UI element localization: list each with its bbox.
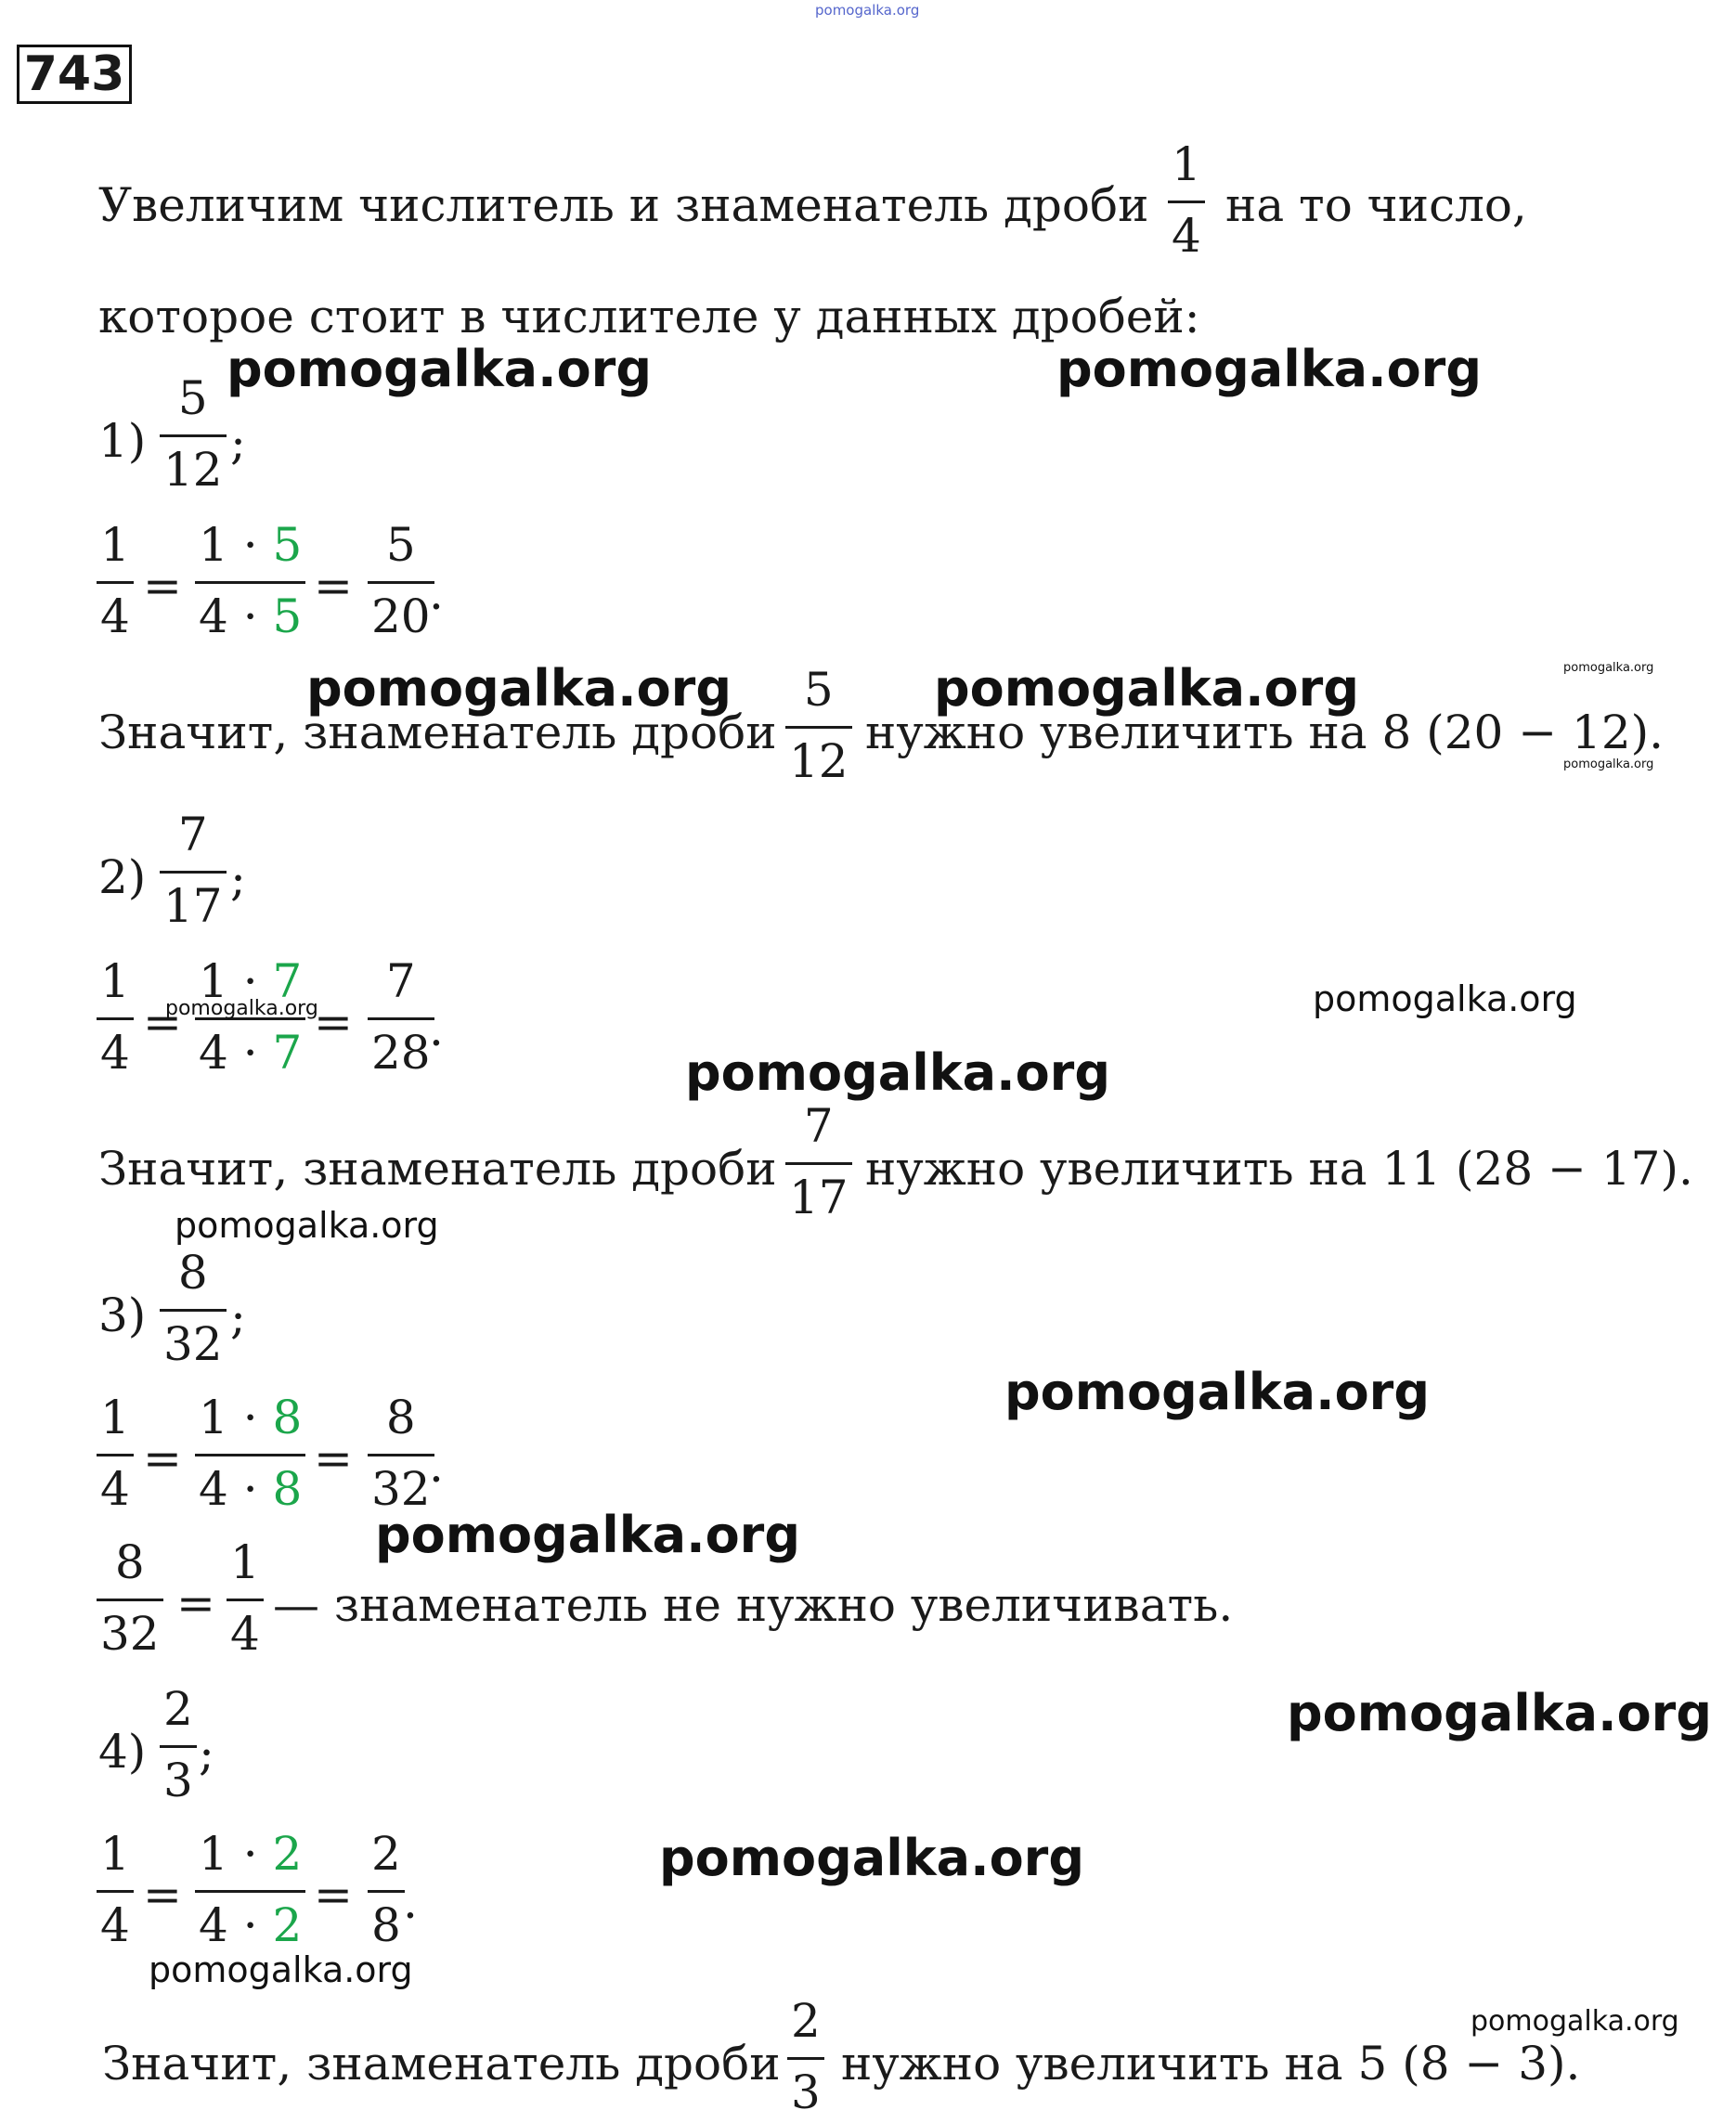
item4-start-fraction: 1 4 [97,1831,134,1948]
item1-label: 1) [98,414,147,468]
item4-label: 4) [98,1725,147,1779]
item1-period: . [429,566,444,620]
item4-result-fraction: 2 8 [368,1831,405,1948]
item2-eq1: = [143,995,182,1049]
item1-conclusion-fraction: 5 12 [785,667,852,784]
item2-label: 2) [98,850,147,904]
item3-result-fraction: 8 32 [368,1394,434,1512]
item3-eq2: = [314,1431,353,1485]
watermark: pomogalka.org [149,1949,413,1990]
item3-note-fraction-left: 8 32 [97,1539,163,1657]
item2-start-fraction: 1 4 [97,958,134,1076]
intro-line2: которое стоит в числителе у данных дробей: [98,290,1200,343]
item4-conclusion-b: нужно увеличить на 5 (8 − 3). [841,2037,1581,2091]
watermark: pomogalka.org [165,997,318,1020]
watermark: pomogalka.org [227,340,652,398]
item1-given-fraction: 5 12 [160,375,227,493]
item4-conclusion-a: Значит, знаменатель дроби [102,2037,781,2091]
item1-conclusion-a: Значит, знаменатель дроби [98,706,777,759]
item1-start-fraction: 1 4 [97,522,134,640]
item1-mult-fraction: 1 · 5 4 · 5 [195,522,305,640]
item3-eq1: = [143,1431,182,1485]
watermark: pomogalka.org [175,1205,439,1246]
watermark: pomogalka.org [1563,661,1654,675]
item2-mult-fraction: 1 · 7 4 · 7 [195,958,305,1076]
fraction-numerator: 1 [1172,137,1201,191]
item2-conclusion-a: Значит, знаменатель дроби [98,1142,777,1196]
item2-eq2: = [314,995,353,1049]
watermark: pomogalka.org [1287,1684,1712,1742]
item2-period: . [429,1003,444,1056]
watermark: pomogalka.org [934,659,1359,718]
item2-conclusion-b: нужно увеличить на 11 (28 − 17). [865,1142,1693,1196]
problem-number: 743 [17,45,132,104]
item3-given-fraction: 8 32 [160,1249,227,1367]
watermark: pomogalka.org [1470,2005,1679,2038]
site-watermark-top: pomogalka.org [815,2,920,19]
item2-result-fraction: 7 28 [368,958,434,1076]
item4-mult-fraction: 1 · 2 4 · 2 [195,1831,305,1948]
watermark: pomogalka.org [659,1829,1084,1887]
item1-result-fraction: 5 20 [368,522,434,640]
item4-period: . [403,1875,418,1929]
item4-conclusion-fraction: 2 3 [787,1998,824,2116]
item3-start-fraction: 1 4 [97,1394,134,1512]
intro-line1-b: на то число, [1225,178,1527,232]
item1-semicolon: ; [230,416,246,470]
item4-given-fraction: 2 3 [160,1686,197,1804]
watermark: pomogalka.org [1004,1363,1430,1421]
item2-given-fraction: 7 17 [160,811,227,929]
watermark: pomogalka.org [1056,340,1482,398]
watermark: pomogalka.org [685,1043,1110,1102]
item3-mult-fraction: 1 · 8 4 · 8 [195,1394,305,1512]
fraction-denominator: 4 [1172,209,1201,263]
watermark: pomogalka.org [306,659,732,718]
item4-eq2: = [314,1868,353,1922]
item2-semicolon: ; [230,852,246,906]
item3-semicolon: ; [230,1290,246,1344]
item4-eq1: = [143,1868,182,1922]
item3-note-fraction-right: 1 4 [227,1539,264,1657]
item1-eq2: = [314,559,353,613]
watermark: pomogalka.org [1313,978,1577,1019]
item3-label: 3) [98,1288,147,1342]
item4-semicolon: ; [199,1727,214,1780]
intro-fraction [1168,137,1205,263]
watermark: pomogalka.org [375,1506,800,1564]
intro-line1-a: Увеличим числитель и знаменатель дроби [98,178,1149,232]
item3-note-text: — знаменатель не нужно увеличивать. [273,1578,1234,1632]
item3-note-eq: = [176,1576,215,1630]
item3-period: . [429,1439,444,1493]
item2-conclusion-fraction: 7 17 [785,1103,852,1221]
watermark: pomogalka.org [1563,757,1654,771]
item1-eq1: = [143,559,182,613]
item1-conclusion-b: нужно увеличить на 8 (20 − 12). [865,706,1665,759]
